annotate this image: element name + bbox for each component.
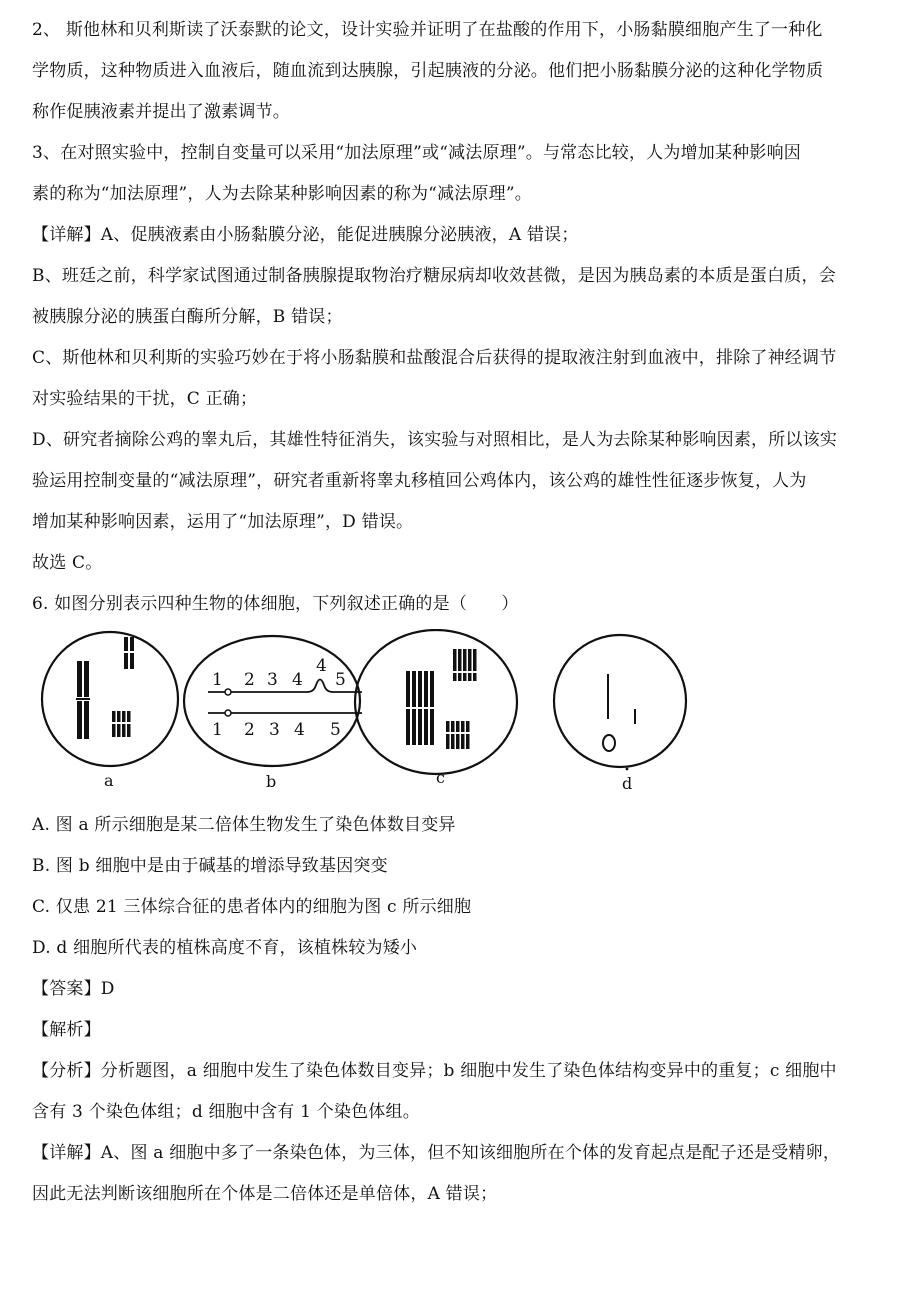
paragraph-2-line-1: 2、 斯他林和贝利斯读了沃泰默的论文，设计实验并证明了在盐酸的作用下，小肠黏膜细胞产生了一种化	[32, 20, 823, 40]
analysis-line-1: 【分析】分析题图，a 细胞中发生了染色体数目变异；b 细胞中发生了染色体结构变异中的重复；c 细胞中	[32, 1061, 837, 1081]
cell-c	[355, 630, 517, 787]
detail-line-2: 因此无法判断该细胞所在个体是二倍体还是单倍体，A 错误；	[32, 1184, 498, 1204]
detail-a-line: 【详解】A、促胰液素由小肠黏膜分泌，能促进胰腺分泌胰液，A 错误；	[32, 225, 579, 245]
answer-line: 【答案】D	[32, 979, 115, 999]
option-d: D. d 细胞所代表的植株高度不育，该植株较为矮小	[32, 938, 418, 958]
cell-figures	[32, 629, 878, 799]
b-bottom-number-4: 4	[294, 720, 305, 740]
cell-figures-svg	[32, 629, 878, 799]
paragraph-2-line-3: 称作促胰液素并提出了激素调节。	[32, 102, 290, 122]
option-a: A. 图 a 所示细胞是某二倍体生物发生了染色体数目变异	[32, 815, 456, 835]
figure-label-b: b	[266, 772, 277, 791]
figure-label-d: d	[622, 774, 633, 793]
cell-d	[554, 635, 686, 793]
cell-b	[184, 636, 362, 791]
question-stem: 6. 如图分别表示四种生物的体细胞，下列叙述正确的是（ ）	[32, 594, 519, 614]
option-b: B. 图 b 细胞中是由于碱基的增添导致基因突变	[32, 856, 388, 876]
b-top-number-5: 5	[335, 670, 346, 690]
detail-c-line-1: C、斯他林和贝利斯的实验巧妙在于将小肠黏膜和盐酸混合后获得的提取液注射到血液中，排除了神经调节	[32, 348, 837, 368]
figure-label-c: c	[436, 768, 445, 787]
cell-a	[42, 632, 178, 790]
b-top-number-2: 2	[244, 670, 255, 690]
detail-line-1: 【详解】A、图 a 细胞中多了一条染色体，为三体，但不知该细胞所在个体的发育起点是配子还是受精卵，	[32, 1143, 841, 1163]
detail-c-line-2: 对实验结果的干扰，C 正确；	[32, 389, 258, 409]
b-bottom-number-5: 5	[330, 720, 341, 740]
b-bottom-number-3: 3	[269, 720, 280, 740]
detail-d-line-1: D、研究者摘除公鸡的睾丸后，其雄性特征消失，该实验与对照相比，是人为去除某种影响因素，所以该实	[32, 430, 838, 450]
b-top-number-1: 1	[212, 670, 223, 690]
b-bottom-number-1: 1	[212, 720, 223, 740]
b-top-number-3: 3	[267, 670, 278, 690]
detail-d-line-2: 验运用控制变量的“减法原理”，研究者重新将睾丸移植回公鸡体内，该公鸡的雄性性征逐步恢复，人为	[32, 471, 807, 491]
analysis-line-2: 含有 3 个染色体组；d 细胞中含有 1 个染色体组。	[32, 1102, 420, 1122]
analysis-title: 【解析】	[32, 1020, 101, 1040]
paragraph-3-line-2: 素的称为“加法原理”，人为去除某种影响因素的称为“减法原理”。	[32, 184, 532, 204]
document-page	[32, 10, 878, 1215]
detail-b-line-2: 被胰腺分泌的胰蛋白酶所分解，B 错误；	[32, 307, 343, 327]
b-top-number-4: 4	[292, 670, 303, 690]
detail-d-line-3: 增加某种影响因素，运用了“加法原理”，D 错误。	[32, 512, 414, 532]
paragraph-2-line-2: 学物质，这种物质进入血液后，随血流到达胰腺，引起胰液的分泌。他们把小肠黏膜分泌的这种化学物质	[32, 61, 824, 81]
figure-label-a: a	[104, 771, 114, 790]
paragraph-3-line-1: 3、在对照实验中，控制自变量可以采用“加法原理”或“减法原理”。与常态比较，人为增加某种影响因	[32, 143, 801, 163]
b-bottom-number-2: 2	[244, 720, 255, 740]
option-c: C. 仅患 21 三体综合征的患者体内的细胞为图 c 所示细胞	[32, 897, 472, 917]
detail-b-line-1: B、班廷之前，科学家试图通过制备胰腺提取物治疗糖尿病却收效甚微，是因为胰岛素的本质是蛋白质，会	[32, 266, 836, 286]
b-top-number-4-duplicate: 4	[316, 656, 327, 676]
choose-line: 故选 C。	[32, 553, 103, 573]
